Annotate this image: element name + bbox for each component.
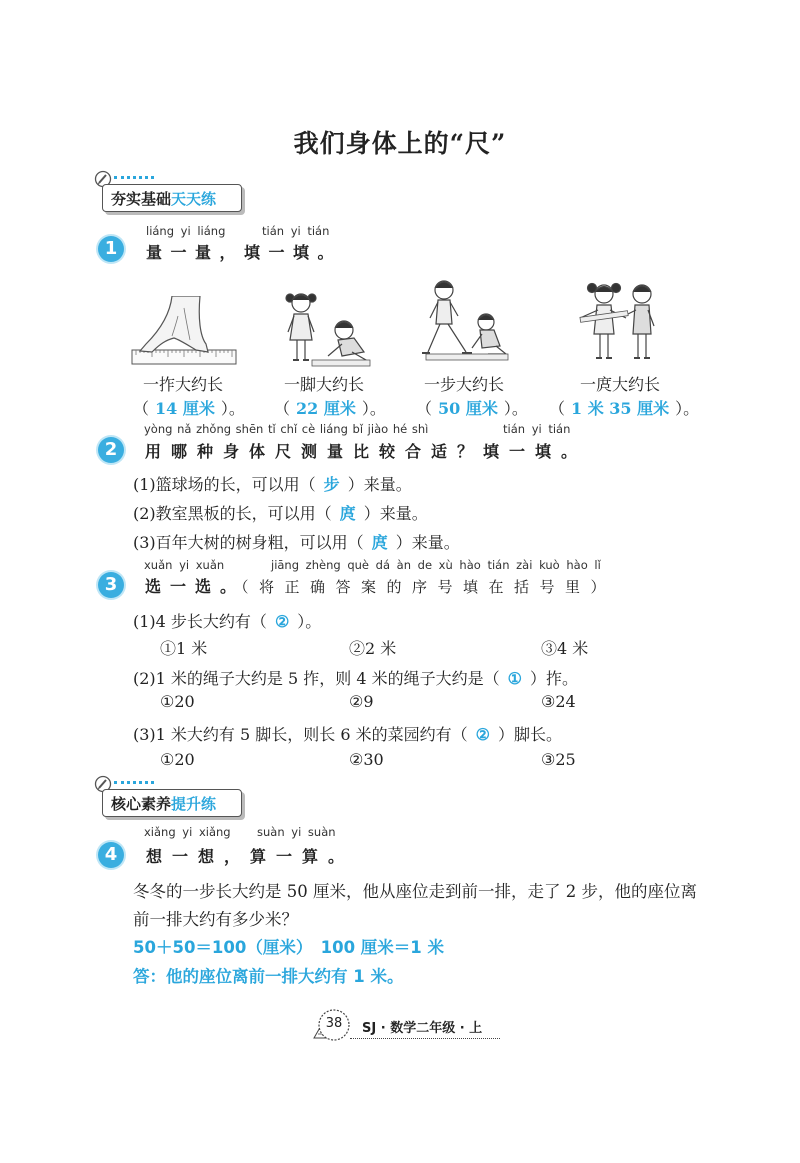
section-highlight: 提升练: [171, 795, 217, 813]
q3-note: （将正确答案的序号填在括号里）: [241, 578, 617, 596]
q3-pinyin-2: jiāng zhèng què dá àn de xù hào tián zài kuò hào lǐ: [271, 558, 601, 572]
q1-label-step: 一步大约长: [424, 375, 505, 394]
item-text: ）脚长。: [497, 725, 562, 744]
item-text: (1)篮球场的长，可以用（: [133, 475, 316, 494]
q1-pinyin-2: tián yi tián: [262, 224, 330, 238]
q2-item-2: [133, 501, 428, 524]
q1-answer-blank-1: [133, 396, 245, 419]
q2-item-3: [133, 530, 460, 553]
hand: [140, 296, 208, 352]
q3-item-2-option-3: ③24: [541, 692, 576, 711]
children-measuring-step: [416, 274, 512, 366]
q4-solution-answer: 答：他的座位离前一排大约有 1 米。: [133, 967, 404, 986]
item-text: (2)教室黑板的长，可以用（: [133, 504, 332, 523]
q4-solution-calc: 50＋50＝100（厘米） 100 厘米＝1 米: [133, 938, 445, 957]
section-highlight: 天天练: [171, 190, 217, 208]
q3-item-1: [133, 609, 321, 632]
item-text: ）来量。: [395, 533, 460, 552]
item-text: ）拃。: [529, 669, 578, 688]
question-number-1: 1: [98, 236, 124, 262]
q3-item-1-option-3: ③4 米: [541, 639, 589, 658]
boy-figure: [422, 281, 472, 353]
children-measuring-foot: [282, 286, 374, 372]
answer-text: 14 厘米: [155, 399, 215, 418]
answer-text: 22 厘米: [296, 399, 356, 418]
q2-item-1: [133, 472, 412, 495]
q3-item-2-option-1: ①20: [160, 692, 195, 711]
q3-pinyin-1: xuǎn yi xuǎn: [144, 558, 225, 572]
q1-label-span: 一拃大约长: [143, 375, 224, 394]
q3-item-3-option-2: ②30: [349, 750, 384, 769]
q3-item-3-option-1: ①20: [160, 750, 195, 769]
item-text: ）来量。: [347, 475, 412, 494]
item-text: (3)1 米大约有 5 脚长，则长 6 米的菜园约有（: [133, 725, 468, 744]
section-dots: [114, 781, 154, 784]
q1-answer-blank-3: [416, 396, 528, 419]
q1-answer-blank-2: [274, 396, 386, 419]
item-text: (3)百年大树的树身粗，可以用（: [133, 533, 364, 552]
q3-prompt-row: [145, 574, 616, 597]
boy-figure: [624, 285, 654, 358]
q4-text-line-1: 冬冬的一步长大约是 50 厘米，他从座位走到前一排，走了 2 步，他的座位离: [133, 882, 697, 901]
open-paren: （: [133, 399, 150, 418]
answer-text: 步: [323, 475, 340, 494]
q1-pinyin-1: liáng yi liáng: [146, 224, 226, 238]
boy-figure: [328, 321, 366, 362]
q4-text-line-2: 前一排大约有多少米？: [133, 910, 298, 929]
open-paren: （: [416, 399, 433, 418]
section-label: 核心素养: [111, 795, 172, 813]
item-text: (2)1 米的绳子大约是 5 拃，则 4 米的绳子大约是（: [133, 669, 500, 688]
section-header-core: [102, 789, 242, 817]
close-paren: ）。: [675, 399, 700, 418]
open-paren: （: [274, 399, 291, 418]
q4-pinyin-2: suàn yi suàn: [257, 825, 336, 839]
q2-pinyin-1: yòng nǎ zhǒng shēn tǐ chǐ cè liáng bǐ jiào hé shì: [144, 422, 429, 436]
question-number-2: 2: [98, 437, 124, 463]
answer-text: ②: [274, 612, 290, 631]
q1-label-arm-span: 一庹大约长: [580, 375, 661, 394]
answer-text: 庹: [339, 504, 356, 523]
children-measuring-arm-span: [576, 272, 668, 370]
ruler: [426, 354, 508, 360]
question-number-3: 3: [98, 572, 124, 598]
item-text: ）来量。: [363, 504, 428, 523]
q1-prompt: 量一量，填一填。: [146, 243, 343, 262]
answer-text: ①: [507, 669, 522, 688]
page-number: 38: [325, 1016, 343, 1031]
girl-figure: [286, 294, 316, 360]
close-paren: ）。: [361, 399, 386, 418]
section-label: 夯实基础: [111, 190, 172, 208]
footer-divider: [350, 1038, 500, 1039]
ruler: [312, 360, 370, 366]
page-title: 我们身体上的“尺”: [293, 129, 507, 158]
q3-item-1-option-2: ②2 米: [349, 639, 397, 658]
close-paren: ）。: [220, 399, 245, 418]
hand-span-on-ruler: [128, 296, 240, 372]
answer-text: ②: [475, 725, 490, 744]
close-paren: ）。: [503, 399, 528, 418]
book-label: SJ · 数学二年级 · 上: [362, 1021, 483, 1036]
open-paren: （: [549, 399, 566, 418]
q4-pinyin-1: xiǎng yi xiǎng: [144, 825, 231, 839]
q4-prompt: 想一想，算一算。: [146, 847, 355, 866]
item-text: ）。: [297, 612, 322, 631]
section-dots: [114, 176, 154, 179]
q2-pinyin-2: tián yi tián: [503, 422, 571, 436]
q1-label-foot: 一脚大约长: [284, 375, 365, 394]
item-text: (1)4 步长大约有（: [133, 612, 267, 631]
q3-item-1-option-1: ①1 米: [160, 639, 208, 658]
kneeling-child-figure: [472, 314, 506, 354]
q3-item-3-option-3: ③25: [541, 750, 576, 769]
q1-answer-blank-4: [549, 396, 699, 419]
q2-prompt: 用哪种身体尺测量比较合适？填一填。: [145, 442, 588, 461]
q3-item-2-option-2: ②9: [349, 692, 374, 711]
answer-text: 1 米 35 厘米: [571, 399, 670, 418]
q3-prompt: 选一选。: [145, 577, 246, 596]
q3-item-3: [133, 722, 562, 745]
answer-text: 庹: [371, 533, 388, 552]
q3-item-2: [133, 666, 578, 689]
section-header-basic: [102, 184, 242, 212]
question-number-4: 4: [98, 842, 124, 868]
answer-text: 50 厘米: [438, 399, 498, 418]
